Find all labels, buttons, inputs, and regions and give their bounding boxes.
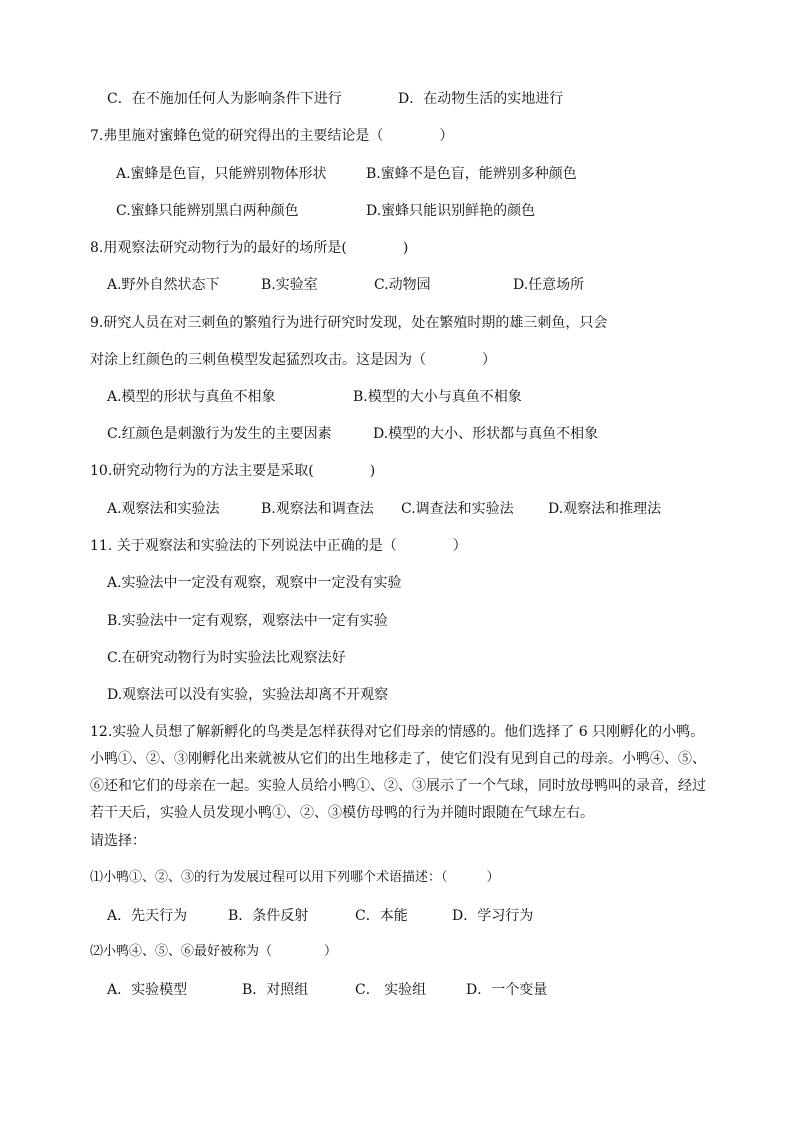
q11-option-c: C.在研究动物行为时实验法比观察法好 [107,650,346,666]
q9-option-a: A.模型的形状与真鱼不相象 [107,389,276,405]
q12-sub2-option-b: B．对照组 [242,982,309,998]
q12-sub1-option-a: A．先天行为 [107,908,188,924]
q11-stem: 11. 关于观察法和实验法的下列说法中正确的是（ ） [90,538,467,554]
q10-option-d: D.观察法和推理法 [548,501,662,517]
q9-option-c: C.红颜色是刺激行为发生的主要因素 [107,426,332,442]
q7-stem: 7.弗里施对蜜蜂色觉的研究得出的主要结论是（ ） [90,128,454,144]
q11-option-b: B.实验法中一定有观察，观察法中一定有实验 [107,613,388,629]
q12-sub2-stem: ⑵小鸭④、⑤、⑥最好被称为（ ） [90,944,338,959]
q12-sub1-option-b: B．条件反射 [228,908,309,924]
q7-option-c: C.蜜蜂只能辨别黑白两种颜色 [116,203,299,219]
q8-option-d: D.任意场所 [513,277,585,293]
q7-option-d: D.蜜蜂只能识别鲜艳的颜色 [366,203,536,219]
q10-option-b: B.观察法和调查法 [261,501,374,517]
q8-option-c: C.动物园 [374,277,431,293]
q12-sub1-option-d: D．学习行为 [452,908,534,924]
q10-option-a: A.观察法和实验法 [107,501,220,517]
q12-sub2-option-c: C． 实验组 [355,982,427,998]
q9-option-b: B.模型的大小与真鱼不相象 [353,389,522,405]
q10-option-c: C.调查法和实验法 [401,501,514,517]
q8-stem: 8.用观察法研究动物行为的最好的场所是( ) [90,240,409,256]
q11-option-d: D.观察法可以没有实验，实验法却离不开观察 [107,687,389,703]
q8-option-a: A.野外自然状态下 [107,277,220,293]
q12-sub1-option-c: C．本能 [355,908,408,924]
q7-option-b: B.蜜蜂不是色盲，能辨别多种颜色 [366,166,577,182]
q7-option-a: A.蜜蜂是色盲，只能辨别物体形状 [116,166,327,182]
q12-sub2-option-a: A．实验模型 [107,982,188,998]
q12-passage: 12.实验人员想了解新孵化的鸟类是怎样获得对它们母亲的情感的。他们选择了 6 只刚孵化的小鸭。小鸭①、②、③刚孵化出来就被从它们的出生地移走了，使它们没有见到自己的母亲。小鸭④、⑤、⑥还和它们的母亲在一起。实验人员给小鸭①、②、③展示了一个气球，同时放母鸭叫的录音，经过若干天后，实验人员发现小鸭①、②、③模仿母鸭的行为并随时跟随在气球左右。 [90,724,706,821]
q12-sub1-stem: ⑴小鸭①、②、③的行为发展过程可以用下列哪个术语描述：（ ） [90,870,500,885]
q9-stem-line2: 对涂上红颜色的三刺鱼模型发起猛烈攻击。这是因为（ ） [90,352,496,368]
q9-stem-line1: 9.研究人员在对三刺鱼的繁殖行为进行研究时发现，处在繁殖时期的雄三刺鱼，只会 [90,315,608,331]
q12-sub2-option-d: D．一个变量 [466,982,548,998]
q6-option-d: D．在动物生活的实地进行 [398,91,564,107]
q8-option-b: B.实验室 [261,277,318,293]
q10-stem: 10.研究动物行为的方法主要是采取( ) [90,463,376,479]
q9-option-d: D.模型的大小、形状都与真鱼不相象 [373,426,599,442]
q6-option-c: C．在不施加任何人为影响条件下进行 [107,91,342,107]
q11-option-a: A.实验法中一定没有观察，观察中一定没有实验 [107,575,402,591]
q12-prompt: 请选择： [90,833,146,849]
